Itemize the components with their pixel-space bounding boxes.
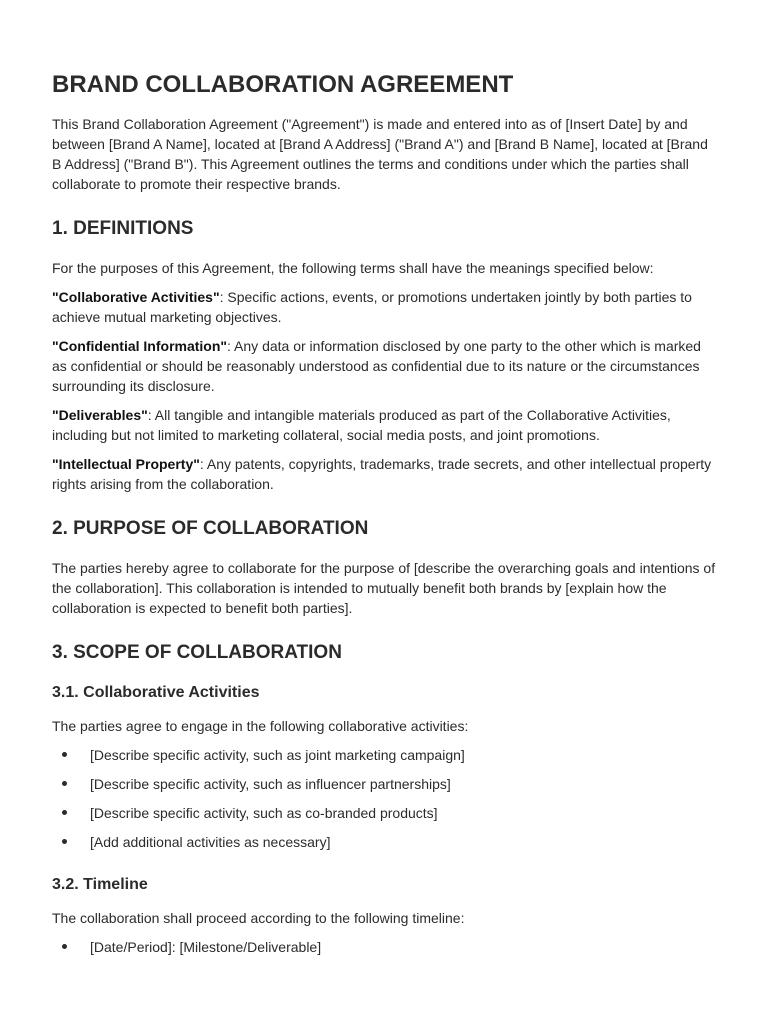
timeline-lead: The collaboration shall proceed according to the following timeline:: [52, 910, 465, 926]
activities-lead: The parties agree to engage in the following collaborative activities:: [52, 718, 469, 734]
list-item-text: [Date/Period]: [Milestone/Deliverable]: [90, 939, 322, 955]
list-item: [62, 832, 718, 852]
intro-paragraph: This Brand Collaboration Agreement ("Agreement") is made and entered into as of [Insert Date] by and between [Brand A Name], located at [Brand A Address] ("Brand A") and [Brand B Name], located at [Brand B Address] ("Brand B"). This Agreement outlines the terms and conditions under which the parties shall collaborate to promote their respective brands.: [52, 116, 708, 192]
definition-item: [52, 454, 718, 494]
bullet-icon: [62, 781, 67, 786]
bullet-icon: [62, 839, 67, 844]
definition-item: [52, 287, 718, 327]
list-item: [62, 745, 718, 765]
definition-item: [52, 405, 718, 445]
definition-text: : Specific actions, events, or promotions undertaken jointly by both parties to achieve mutual marketing objectives.: [52, 289, 692, 325]
list-item-text: [Describe specific activity, such as influencer partnerships]: [90, 776, 451, 792]
definition-text: : All tangible and intangible materials produced as part of the Collaborative Activities, including but not limited to marketing collateral, social media posts, and joint promotions.: [52, 407, 671, 443]
subsection-heading-activities: 3.1. Collaborative Activities: [52, 684, 260, 701]
list-item-text: [Add additional activities as necessary]: [90, 834, 331, 850]
definition-text: : Any patents, copyrights, trademarks, trade secrets, and other intellectual property rights arising from the collaboration.: [52, 456, 712, 492]
list-item: [62, 803, 718, 823]
bullet-icon: [62, 944, 67, 949]
section-heading-purpose: 2. PURPOSE OF COLLABORATION: [52, 518, 369, 539]
list-item: [62, 937, 718, 957]
bullet-icon: [62, 810, 67, 815]
list-item: [62, 774, 718, 794]
activities-list: [52, 745, 718, 852]
bullet-icon: [62, 752, 67, 757]
timeline-list: [52, 937, 718, 957]
purpose-paragraph: The parties hereby agree to collaborate for the purpose of [describe the overarching goals and intentions of the collaboration]. This collaboration is intended to mutually benefit both brands by [explain how the collaboration is expected to benefit both parties].: [52, 560, 716, 616]
list-item-text: [Describe specific activity, such as co-branded products]: [90, 805, 438, 821]
section-heading-definitions: 1. DEFINITIONS: [52, 218, 194, 239]
document-title: BRAND COLLABORATION AGREEMENT: [52, 71, 514, 98]
subsection-heading-timeline: 3.2. Timeline: [52, 876, 148, 893]
definitions-lead: For the purposes of this Agreement, the following terms shall have the meanings specified below:: [52, 260, 654, 276]
definition-item: [52, 336, 718, 396]
definition-term: "Confidential Information": [52, 338, 228, 354]
definition-text: : Any data or information disclosed by one party to the other which is marked as confidential or should be reasonably understood as confidential due to its nature or the circumstances surrounding its disclosure.: [52, 338, 701, 394]
definition-term: "Intellectual Property": [52, 456, 200, 472]
list-item-text: [Describe specific activity, such as joint marketing campaign]: [90, 747, 465, 763]
section-heading-scope: 3. SCOPE OF COLLABORATION: [52, 642, 342, 663]
definition-term: "Deliverables": [52, 407, 148, 423]
definition-term: "Collaborative Activities": [52, 289, 220, 305]
